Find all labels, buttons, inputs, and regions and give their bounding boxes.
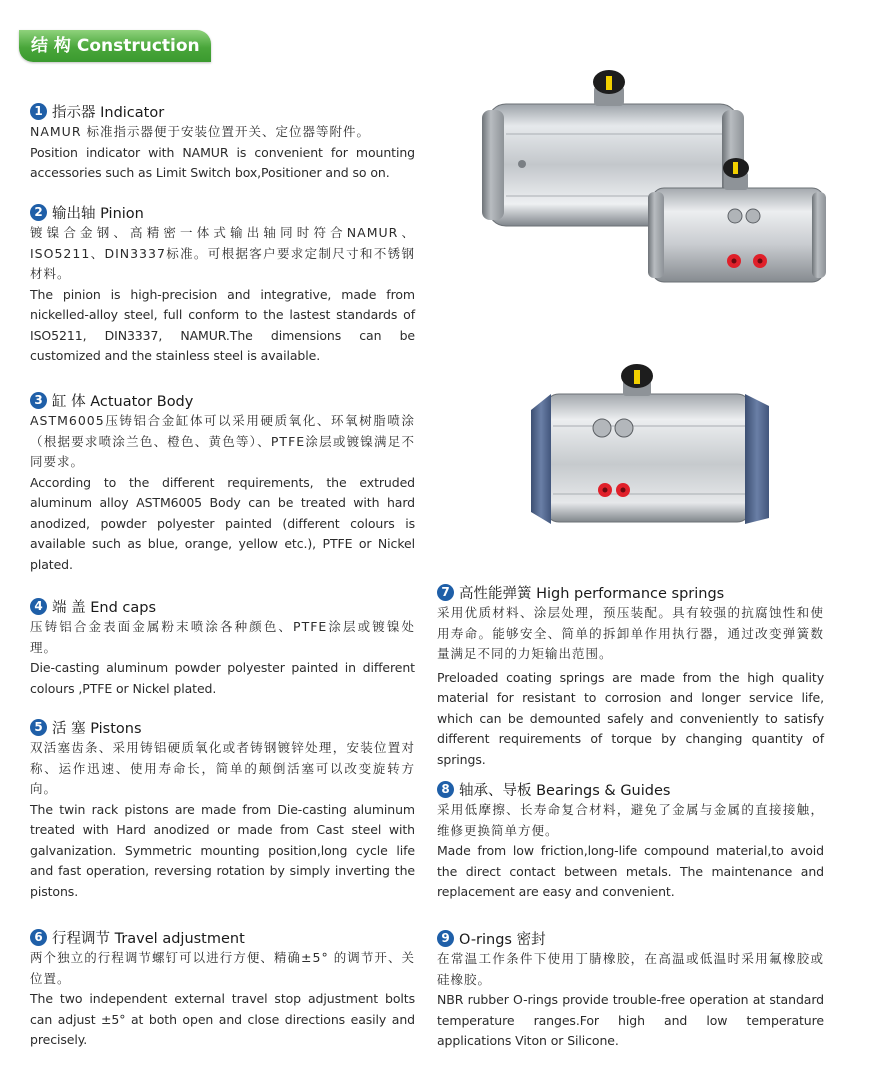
section-end-caps [30, 596, 415, 699]
section-title: 活 塞 Pistons [52, 720, 142, 737]
section-text-en: Position indicator with NAMUR is convenient for mounting accessories such as Limit Switch box,Positioner and so on. [30, 144, 415, 181]
section-text-en: The twin rack pistons are made from Die-casting aluminum treated with Hard anodized or made from Cast steel with galvanization. Symmetric mounting position,long cycle life and fast operation, reversing rotation by simply inverting the pistons. [30, 801, 415, 899]
section-text-cn: 采用低摩擦、长寿命复合材料，避免了金属与金属的直接接触，维修更换简单方便。 [437, 802, 824, 838]
section-banner [19, 30, 211, 62]
section-title: 轴承、导板 Bearings & Guides [459, 782, 671, 799]
section-title: O-rings 密封 [459, 931, 546, 948]
section-text-en: Die-casting aluminum powder polyester painted in different colours ,PTFE or Nickel plated. [30, 660, 415, 696]
section-number: 6 [30, 929, 47, 946]
section-text-cn: 采用优质材料、涂层处理，预压装配。具有较强的抗腐蚀性和使用寿命。能够安全、简单的拆卸单作用执行器，通过改变弹簧数量满足不同的力矩输出范围。 [437, 605, 824, 661]
section-pistons [30, 717, 415, 902]
section-text-en: According to the different requirements, the extruded aluminum alloy ASTM6005 Body can be treated with hard anodized, powder polyester painted (different colours is available such as blue, orange, yellow etc.), PTFE or Nickel plated. [30, 474, 415, 572]
section-text-en: The pinion is high-precision and integrative, made from nickelled-alloy steel, full conform to the lastest standards of ISO5211, DIN3337, NAMUR.The dimensions can be customized and the stainless steel is available. [30, 286, 415, 364]
section-text-en: Made from low friction,long-life compound material,to avoid the direct contact between metals. The maintenance and replacement are easy and convenient. [437, 843, 824, 900]
section-actuator-body [30, 390, 415, 575]
section-text-en: Preloaded coating springs are made from the high quality material for resistant to corrosion and longer service life, which can be demounted safely and conveniently to satisfy different requirements of torque by changing quantity of springs. [437, 669, 824, 767]
section-number: 7 [437, 584, 454, 601]
section-text-cn: 在常温工作条件下使用丁腈橡胶，在高温或低温时采用氟橡胶或硅橡胶。 [437, 951, 824, 987]
section-indicator [30, 101, 415, 184]
section-text-en: The two independent external travel stop adjustment bolts can adjust ±5° at both open and close directions easily and precisely. [30, 991, 415, 1048]
section-title: 端 盖 End caps [52, 599, 156, 616]
section-travel-adjustment [30, 927, 415, 1051]
section-bearings-guides [437, 779, 824, 903]
section-o-rings [437, 928, 824, 1052]
actuator-pair-photo [482, 64, 827, 294]
section-text-cn: 两个独立的行程调节螺钉可以进行方便、精确±5° 的调节开、关位置。 [30, 950, 415, 986]
section-pinion [30, 202, 415, 367]
section-title: 输出轴 Pinion [52, 205, 144, 222]
section-title: 高性能弹簧 High performance springs [459, 585, 725, 602]
section-number: 1 [30, 103, 47, 120]
page-title: 结 构 Construction [31, 36, 200, 56]
section-number: 4 [30, 598, 47, 615]
section-title: 行程调节 Travel adjustment [52, 930, 245, 947]
section-text-cn: ASTM6005压铸铝合金缸体可以采用硬质氧化、环氧树脂喷涂（根据要求喷涂兰色、橙色、黄色等）、PTFE涂层或镀镍满足不同要求。 [30, 413, 415, 469]
section-number: 2 [30, 204, 47, 221]
section-number: 8 [437, 781, 454, 798]
section-text-cn: NAMUR 标准指示器便于安装位置开关、定位器等附件。 [30, 124, 370, 139]
section-number: 3 [30, 392, 47, 409]
section-springs [437, 582, 824, 770]
section-number: 9 [437, 930, 454, 947]
section-title: 指示器 Indicator [52, 104, 165, 121]
section-text-cn: 镀镍合金钢、高精密一体式输出轴同时符合NAMUR、ISO5211、DIN3337标准。可根据客户要求定制尺寸和不锈钢材料。 [30, 225, 415, 281]
section-number: 5 [30, 719, 47, 736]
section-text-cn: 双活塞齿条、采用铸铝硬质氧化或者铸钢镀锌处理，安装位置对称、运作迅速、使用寿命长，简单的颠倒活塞可以改变旋转方向。 [30, 740, 415, 796]
section-text-cn: 压铸铝合金表面金属粉末喷涂各种颜色、PTFE涂层或镀镍处理。 [30, 619, 415, 655]
section-text-en: NBR rubber O-rings provide trouble-free operation at standard temperature ranges.For high and low temperature applications Viton or Silicone. [437, 992, 824, 1049]
actuator-blue-caps-photo [525, 362, 773, 538]
section-title: 缸 体 Actuator Body [52, 393, 194, 410]
